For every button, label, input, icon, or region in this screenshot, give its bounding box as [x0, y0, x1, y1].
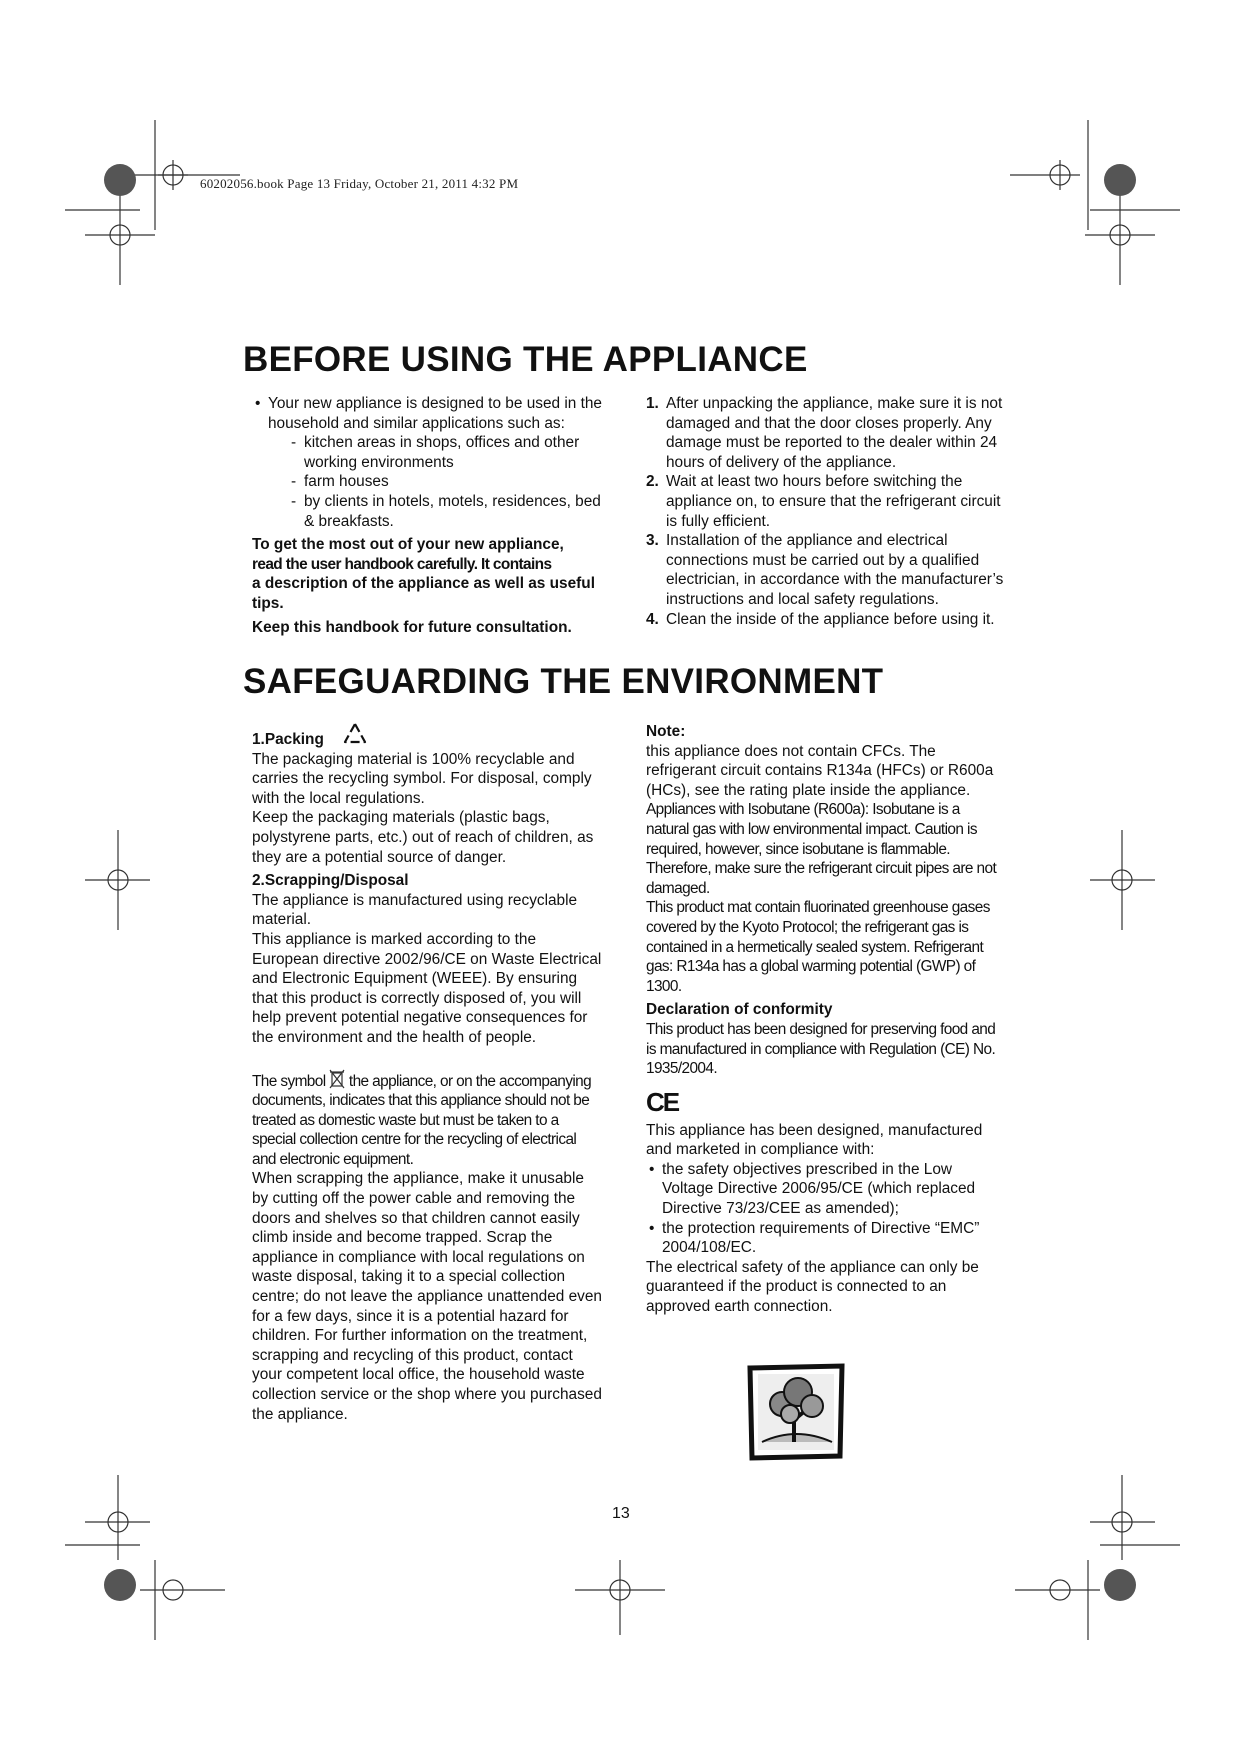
advice-line-3: a description of the appliance as well as useful tips. [252, 575, 595, 612]
before-using-left-column [252, 394, 607, 637]
scrapping-text-1: The appliance is manufactured using recyclable material. [252, 891, 578, 929]
list-item: - kitchen areas in shops, offices and other working environments [288, 433, 607, 472]
conformity-heading: Declaration of conformity [646, 1001, 833, 1019]
list-item: - by clients in hotels, motels, residences, bed & breakfasts. [288, 492, 607, 531]
environment-right-column [646, 722, 1006, 1317]
conformity-text-1: This product has been designed for preserving food and is manufactured in compliance with Regulation (CE) No. 1935/2004. [646, 1020, 996, 1078]
list-item: 3. Installation of the appliance and electrical connections must be carried out by a qualified electrician, in accordance with the manufacturer’s instructions and local safety regulations. [646, 532, 1004, 608]
list-item: 4. Clean the inside of the appliance before using it. [646, 610, 995, 628]
eco-tree-logo [744, 1362, 848, 1462]
uses-list [268, 433, 607, 531]
conformity-text-2: This appliance has been designed, manufactured and marketed in compliance with: [646, 1121, 983, 1159]
section-title-environment: SAFEGUARDING THE ENVIRONMENT [243, 662, 884, 701]
recycle-icon [342, 722, 368, 746]
crossed-bin-icon [329, 1068, 345, 1090]
note-text-3: This product mat contain fluorinated greenhouse gases covered by the Kyoto Protocol; the refrigerant gas is contained in a hermetically sealed system. Refrigerant gas: R134a has a global warming potential (GWP) of 1300. [646, 899, 990, 995]
book-info-header: 60202056.book Page 13 Friday, October 21, 2011 4:32 PM [200, 176, 519, 191]
keep-handbook-note: Keep this handbook for future consultation. [252, 618, 572, 636]
environment-left-column [252, 722, 602, 1424]
scrapping-heading: 2.Scrapping/Disposal [252, 872, 409, 890]
note-heading: Note: [646, 723, 686, 740]
advice-line-2: read the user handbook carefully. It contains [252, 555, 552, 573]
packing-text-2: Keep the packaging materials (plastic bags, polystyrene parts, etc.) out of reach of children, as they are a potential source of danger. [252, 809, 594, 866]
list-item: 1. After unpacking the appliance, make sure it is not damaged and that the door closes properly. Any damage must be reported to the dealer within 24 hours of delivery of the appliance. [646, 395, 1003, 471]
conformity-text-3: The electrical safety of the appliance can only be guaranteed if the product is connected to an approved earth connection. [646, 1258, 979, 1316]
page-number: 13 [612, 1505, 630, 1522]
intro-bullet: • Your new appliance is designed to be used in the household and similar applications such as: - kitchen areas in shops, offices and other working environments - farm houses - by clients in hotels, motels, residences, bed & breakfasts. [252, 394, 607, 531]
weee-symbol-text: The symbol the appliance, or on the accompanying documents, indicates that this appliance should not be treated as domestic waste but must be taken to a special collection centre for the recycling of electrical and electronic equipment. [252, 1068, 602, 1170]
list-item: 2. Wait at least two hours before switching the appliance on, to ensure that the refrigerant circuit is fully efficient. [646, 473, 1001, 530]
note-text-2: Appliances with Isobutane (R600a): Isobutane is a natural gas with low environmental impact. Caution is required, however, since isobutane is flammable. Therefore, make sure the refrigerant circuit pipes are not damaged. [646, 801, 997, 897]
ce-mark: CE [646, 1086, 679, 1117]
list-item: • the protection requirements of Directive “EMC” 2004/108/EC. [646, 1219, 1006, 1258]
before-using-right-column [646, 394, 1006, 629]
note-text-1: this appliance does not contain CFCs. The refrigerant circuit contains R134a (HFCs) or R600a (HCs), see the rating plate inside the appliance. [646, 742, 994, 799]
packing-text-1: The packaging material is 100% recyclable and carries the recycling symbol. For disposal, comply with the local regulations. [252, 750, 592, 807]
packing-heading: 1.Packing [252, 722, 602, 750]
list-item: • the safety objectives prescribed in the Low Voltage Directive 2006/95/CE (which replaced Directive 73/23/CEE as amended); [646, 1160, 1006, 1219]
section-title-before-using: BEFORE USING THE APPLIANCE [243, 340, 808, 379]
scrapping-text-4: When scrapping the appliance, make it unusable by cutting off the power cable and removing the doors and shelves so that children cannot easily climb inside and become trapped. Scrap the appliance in compliance with local regulations on waste disposal, taking it to a special collection centre; do not leave the appliance unattended even for a few days, since it is a potential hazard for children. For further information on the treatment, scrapping and recycling of this product, contact your competent local office, the household waste collection service or the shop where you purchased the appliance. [252, 1170, 602, 1423]
advice-line-1: To get the most out of your new appliance, [252, 536, 564, 554]
scrapping-text-2: This appliance is marked according to the European directive 2002/96/CE on Waste Electrical and Electronic Equipment (WEEE). By ensuring that this product is correctly disposed of, you will help prevent potential negative consequences for the environment and the health of people. [252, 930, 602, 1046]
list-item: - farm houses [288, 472, 607, 492]
